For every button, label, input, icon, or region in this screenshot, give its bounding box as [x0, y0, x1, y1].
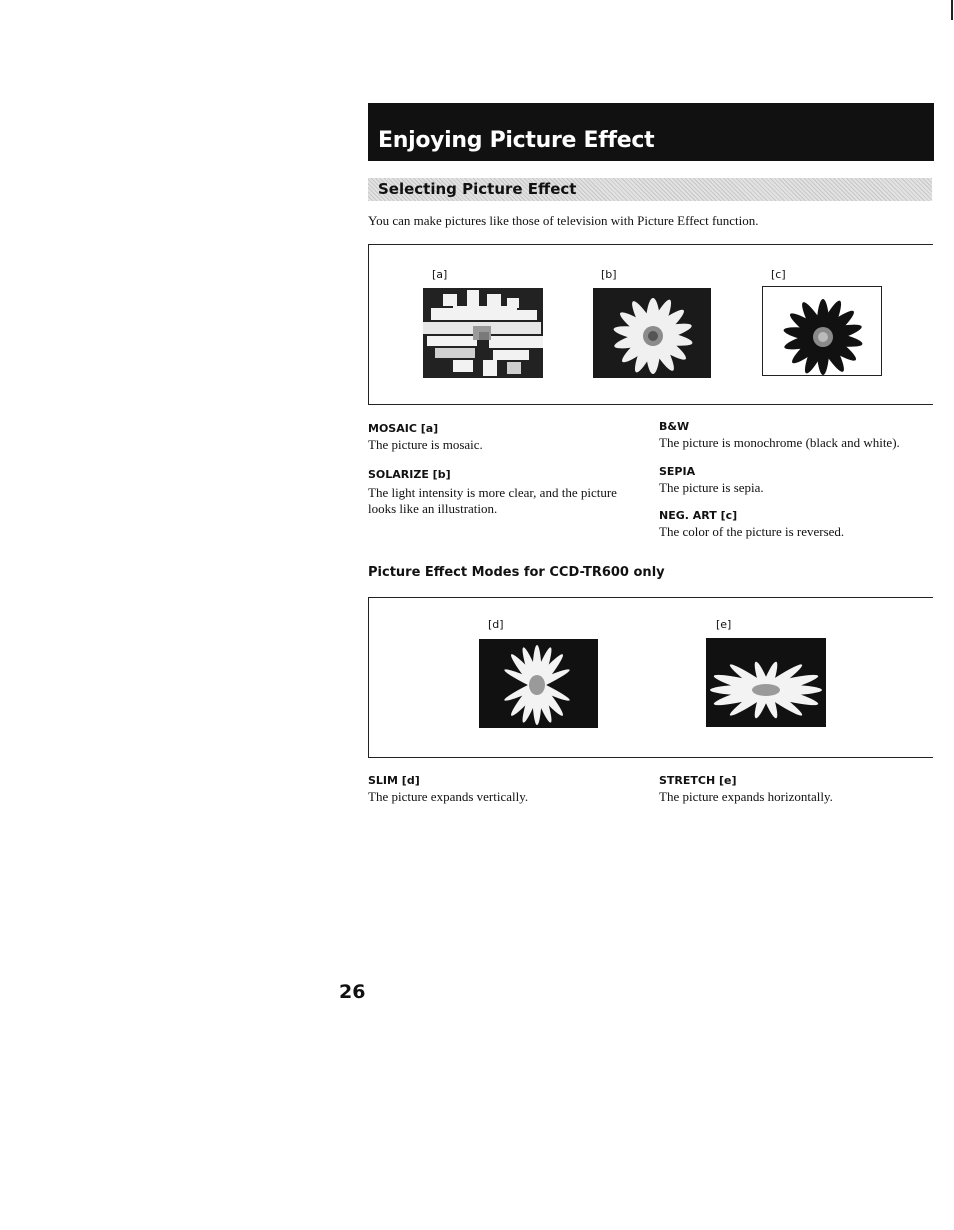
figure-label-a: [a] [432, 268, 448, 281]
section-title: Selecting Picture Effect [378, 180, 577, 198]
subtitle-banner [368, 178, 932, 201]
mosaic-photo [423, 288, 543, 378]
mode-stretch-desc: The picture expands horizontally. [659, 789, 833, 804]
negart-photo [762, 286, 882, 376]
mode-slim-name: SLIM [d] [368, 774, 420, 787]
mode-stretch-name: STRETCH [e] [659, 774, 737, 787]
effect-bw-name: B&W [659, 420, 690, 433]
figure-label-c: [c] [771, 268, 786, 281]
slim-photo [479, 639, 598, 728]
effect-negart-name: NEG. ART [c] [659, 509, 738, 522]
page-number: 26 [339, 981, 366, 1003]
scan-edge-mark [951, 0, 953, 20]
effect-solarize-desc-line2: looks like an illustration. [368, 501, 498, 516]
figure-label-d: [d] [488, 618, 504, 631]
figure-label-b: [b] [601, 268, 617, 281]
effect-mosaic-name: MOSAIC [a] [368, 422, 439, 435]
stretch-photo [706, 638, 826, 727]
effect-mosaic-desc: The picture is mosaic. [368, 437, 483, 452]
figure-label-e: [e] [716, 618, 732, 631]
effect-solarize-desc-line1: The light intensity is more clear, and the picture [368, 485, 617, 500]
effect-sepia-desc: The picture is sepia. [659, 480, 764, 495]
effect-bw-desc: The picture is monochrome (black and white). [659, 435, 900, 450]
modes-section-heading: Picture Effect Modes for CCD-TR600 only [368, 565, 665, 580]
intro-text: You can make pictures like those of television with Picture Effect function. [368, 213, 759, 228]
mode-slim-desc: The picture expands vertically. [368, 789, 529, 804]
effect-solarize-name: SOLARIZE [b] [368, 468, 451, 481]
title-banner [368, 103, 934, 161]
solarize-photo [593, 288, 711, 378]
page-title: Enjoying Picture Effect [378, 128, 655, 153]
figure-box-modes [368, 597, 933, 758]
effect-sepia-name: SEPIA [659, 465, 696, 478]
effect-negart-desc: The color of the picture is reversed. [659, 524, 845, 539]
